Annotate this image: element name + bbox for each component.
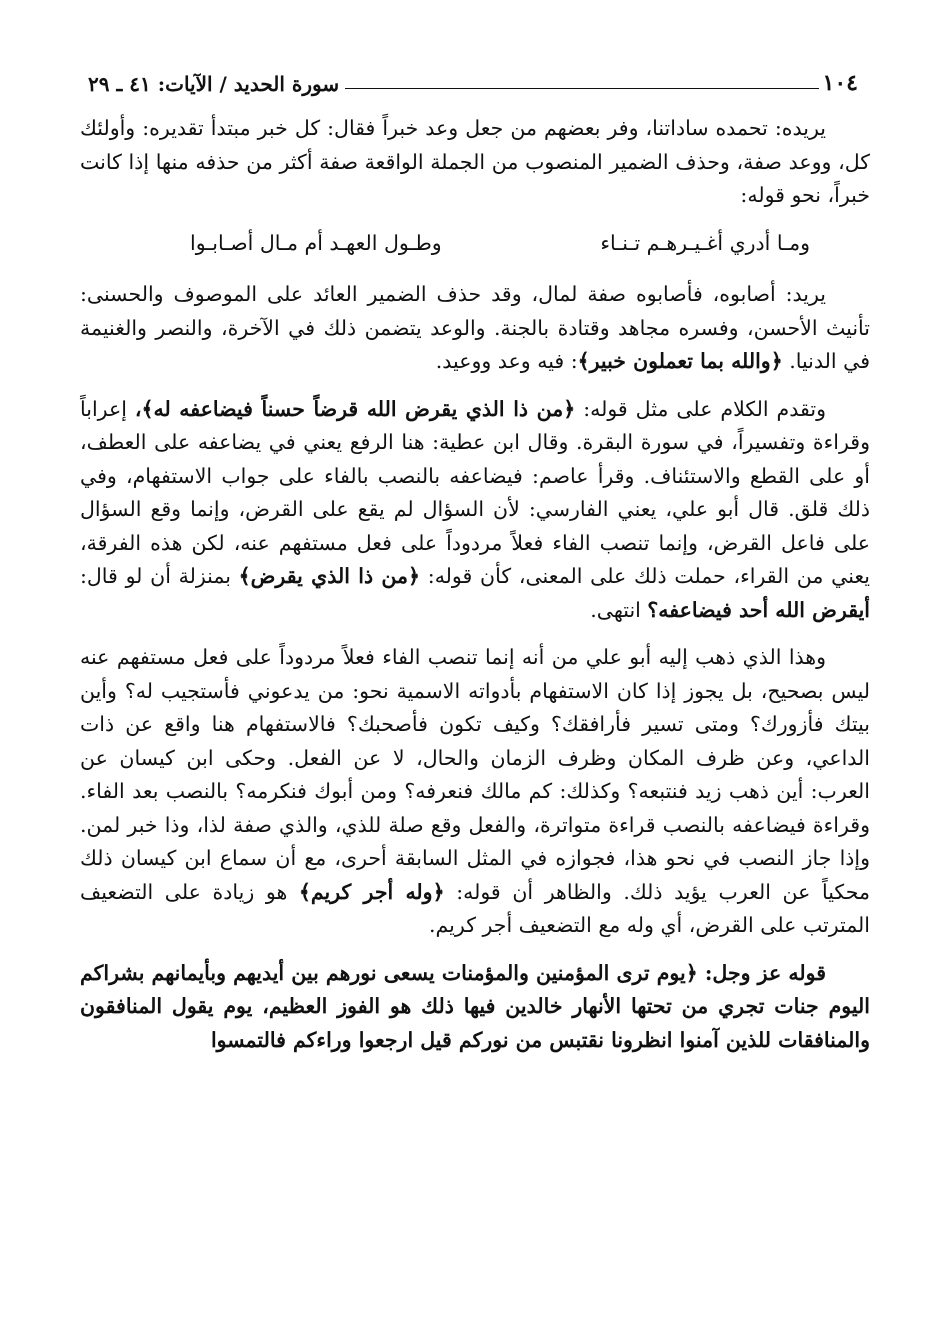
bold-phrase: أيقرض الله أحد فيضاعفه؟ bbox=[647, 597, 870, 622]
paragraph-text: انتهى. bbox=[590, 597, 641, 622]
quran-quote: ﴿يوم ترى المؤمنين والمؤمنات يسعى نورهم بين أيديهم وبأيمانهم بشراكم اليوم جنات تجري من تحتها الأنهار خالدين فيها ذلك هو الفوز العظيم، يوم يقول المنافقون والمنافقات للذين آمنوا انظرونا نقتبس من نوركم قيل ارجعوا وراءكم فالتمسوا bbox=[80, 960, 870, 1052]
paragraph-text: : فيه وعد ووعيد. bbox=[435, 349, 578, 373]
poem-hemistich-second: وطـول العهـد أم مـال أصـابـوا bbox=[190, 230, 442, 255]
paragraph-text: إعراباً وقراءة وتفسيراً، في سورة البقرة. وقال ابن عطية: هنا الرفع يعني في يضاعفه على العطف، أو على القطع والاستئناف. وقرأ عاصم: فيضاعفه بالنصب بالفاء على جواب الاستفهام، وفي ذلك قلق. قال أبو علي، يعني الفارسي: لأن السؤال لم يقع على القرض، وإنما وقع السؤال على فاعل القرض، وإنما تنصب الفاء فعلاً مردوداً على فعل مستفهم عنه، لكن هذه الفرقة، يعني من القراء، حملت ذلك على المعنى، كأن قوله: bbox=[80, 396, 870, 588]
paragraph-text: بمنزلة أن لو قال: bbox=[80, 564, 231, 588]
page-number: ١٠٤ bbox=[822, 70, 858, 96]
paragraph-5 bbox=[80, 957, 870, 1058]
page-body bbox=[80, 112, 870, 1071]
running-title: سورة الحديد / الآيات: ٤١ ـ ٢٩ bbox=[88, 72, 340, 96]
poem-hemistich-first: ومـا أدري أغـيـرهـم تـنـاء bbox=[600, 230, 810, 255]
paragraph-2 bbox=[80, 278, 870, 379]
paragraph-text: هو زيادة على التضعيف المترتب على القرض، أي وله مع التضعيف أجر كريم. bbox=[80, 879, 870, 937]
paragraph-4 bbox=[80, 641, 870, 943]
paragraph-text: يريده: تحمده ساداتنا، وفر بعضهم من جعل وعد خبراً فقال: كل خبر مبتدأ تقديره: وأولئك كل، ووعد صفة، وحذف الضمير المنصوب من الجملة الواقعة صفة أكثر من حذفه منها إذا كانت خبراً، نحو قوله: bbox=[80, 116, 870, 207]
quran-quote: ﴿وله أجر كريم﴾ bbox=[298, 879, 445, 904]
paragraph-text: يريد: أصابوه، فأصابوه صفة لمال، وقد حذف الضمير العائد على الموصوف والحسنى: تأنيث الأحسن، وفسره مجاهد وقتادة بالجنة. والوعد يتضمن ذلك في الآخرة، والنصر والغنيمة في الدنيا. bbox=[80, 282, 870, 373]
quran-quote: ﴿من ذا الذي يقرض﴾ bbox=[238, 564, 421, 588]
paragraph-text: وهذا الذي ذهب إليه أبو علي من أنه إنما تنصب الفاء فعلاً مردوداً على فعل مستفهم عنه ليس بصحيح، بل يجوز إذا كان الاستفهام بأدواته الاسمية نحو: من يدعوني فأستجيب له؟ وأين بيتك فأزورك؟ ومتى تسير فأرافقك؟ وكيف تكون فأصحبك؟ فالاستفهام هنا واقع عن ذات الداعي، وعن ظرف المكان وظرف الزمان والحال، لا عن الفعل. وحكى ابن كيسان عن العرب: أين ذهب زيد فنتبعه؟ وكذلك: كم مالك فنعرفه؟ ومن أبوك فنكرمه؟ بالنصب بعد الفاء. وقراءة فيضاعفه بالنصب قراءة متواترة، والفعل وقع صلة للذي، والذي صفة لذا، وذا خبر لمن. وإذا جاز النصب في نحو هذا، فجوازه في المثل السابقة أحرى، مع أن سماع ابن كيسان ذلك محكياً عن العرب يؤيد ذلك. والظاهر أن قوله: bbox=[80, 645, 870, 904]
paragraph-3 bbox=[80, 393, 870, 628]
quran-quote: ﴿والله بما تعملون خبير﴾ bbox=[577, 349, 783, 373]
paragraph-text: وتقدم الكلام على مثل قوله: bbox=[583, 396, 826, 421]
header-rule bbox=[345, 88, 818, 89]
paragraph-text: قوله عز وجل: bbox=[704, 960, 826, 985]
poem-verse bbox=[80, 227, 870, 261]
page-header bbox=[88, 62, 858, 96]
quran-quote: ﴿من ذا الذي يقرض الله قرضاً حسناً فيضاعفه له﴾، bbox=[134, 396, 576, 421]
paragraph-1 bbox=[80, 112, 870, 213]
